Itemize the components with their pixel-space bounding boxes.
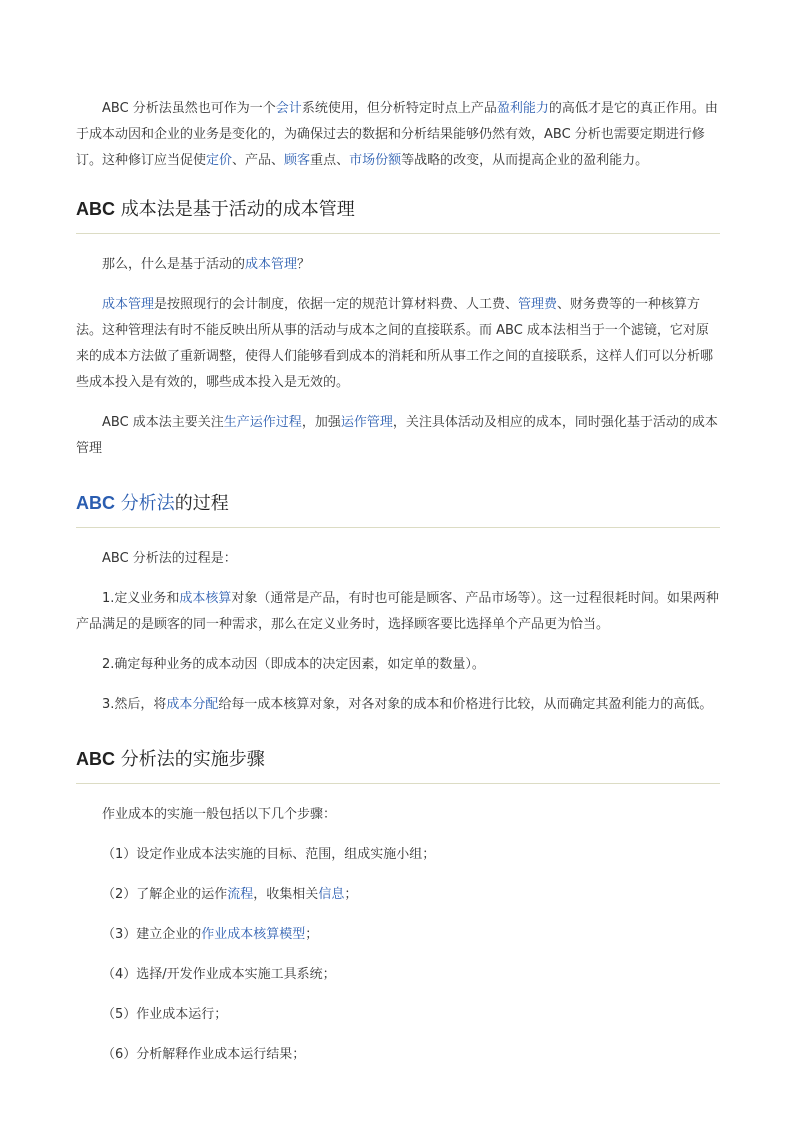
list-item-step-2 bbox=[76, 882, 720, 908]
link-customer[interactable]: 顾客 bbox=[284, 153, 311, 168]
link-market-share[interactable]: 市场份额 bbox=[349, 153, 402, 168]
link-analysis-method[interactable]: 分析法 bbox=[115, 493, 175, 514]
text: ； bbox=[305, 927, 319, 942]
list-item-step-6: （6）分析解释作业成本运行结果； bbox=[102, 1047, 306, 1062]
text: 、财务费等的一种核算方法。这种管理法有时不能反映出所从事的活动与成本之间的直接联系。而 ABC 成本法相当于一个滤镜，它对原来的成本方法做了重新调整，使得人们能够看到成本的消耗和所从事工作之间的直接联系，这样人们可以分析哪些成本投入是有效的，哪些成本投入是无效的。 bbox=[76, 297, 714, 390]
link-cost-management[interactable]: 成本管理 bbox=[245, 257, 298, 272]
link-cost-allocation[interactable]: 成本分配 bbox=[166, 697, 219, 712]
heading-abc: ABC bbox=[76, 199, 115, 219]
list-item-step-5: （5）作业成本运行； bbox=[102, 1007, 228, 1022]
link-production-process[interactable]: 生产运作过程 bbox=[223, 415, 302, 430]
text: 的高低才是它的真正作用。由于成本动因和企业的业务是变化的，为确保过去的数据和分析结果能够仍然有效，ABC 分析也需要定期进行修订。这种修订应当促使 bbox=[76, 101, 718, 168]
list-item-step-4: （4）选择/开发作业成本实施工具系统； bbox=[102, 967, 336, 982]
section-heading-activity-based-costing bbox=[76, 196, 720, 223]
link-accounting[interactable]: 会计 bbox=[275, 101, 302, 116]
paragraph bbox=[76, 292, 720, 396]
text: 系统使用，但分析特定时点上产品 bbox=[301, 101, 497, 116]
text: 1.定义业务和 bbox=[102, 591, 180, 606]
text: 对象（通常是产品，有时也可能是顾客、产品市场等）。这一过程很耗时间。如果两种产品满足的是顾客的同一种需求，那么在定义业务时，选择顾客要比选择单个产品更为恰当。 bbox=[76, 591, 719, 632]
paragraph bbox=[76, 692, 720, 718]
link-profitability[interactable]: 盈利能力 bbox=[496, 101, 549, 116]
article-body bbox=[76, 96, 720, 1082]
text: 给每一成本核算对象，对各对象的成本和价格进行比较，从而确定其盈利能力的高低。 bbox=[218, 697, 713, 712]
link-process[interactable]: 流程 bbox=[227, 887, 254, 902]
heading-text: 成本法是基于活动的成本管理 bbox=[115, 199, 355, 220]
section-divider bbox=[76, 233, 720, 234]
link-management-fee[interactable]: 管理费 bbox=[518, 297, 558, 312]
paragraph bbox=[76, 586, 720, 638]
link-activity-cost-model[interactable]: 作业成本核算模型 bbox=[201, 927, 306, 942]
heading-abc[interactable]: ABC bbox=[76, 493, 115, 513]
text: （3）建立企业的 bbox=[102, 927, 202, 942]
text: ； bbox=[344, 887, 358, 902]
text: ABC 成本法主要关注 bbox=[102, 415, 224, 430]
text: 重点、 bbox=[310, 153, 350, 168]
text: ，关注具体活动及相应的成本，同时强化基于活动的成本管理 bbox=[76, 415, 718, 456]
section-heading-abc-process bbox=[76, 490, 720, 517]
text: ？ bbox=[297, 257, 311, 272]
intro-paragraph bbox=[76, 96, 720, 174]
heading-text: 分析法的实施步骤 bbox=[115, 749, 265, 770]
section-divider bbox=[76, 783, 720, 784]
text: ，收集相关 bbox=[253, 887, 319, 902]
paragraph: 作业成本的实施一般包括以下几个步骤： bbox=[102, 807, 337, 822]
text: （2）了解企业的运作 bbox=[102, 887, 228, 902]
section-divider bbox=[76, 527, 720, 528]
text: 、产品、 bbox=[232, 153, 285, 168]
heading-text: 的过程 bbox=[174, 493, 229, 514]
paragraph bbox=[76, 252, 720, 278]
paragraph: ABC 分析法的过程是： bbox=[102, 551, 237, 566]
text: 等战略的改变，从而提高企业的盈利能力。 bbox=[401, 153, 649, 168]
text: 3.然后，将 bbox=[102, 697, 167, 712]
text: 那么，什么是基于活动的 bbox=[102, 257, 246, 272]
text: 是按照现行的会计制度，依据一定的规范计算材料费、人工费、 bbox=[154, 297, 519, 312]
link-information[interactable]: 信息 bbox=[318, 887, 345, 902]
link-pricing[interactable]: 定价 bbox=[206, 153, 233, 168]
paragraph: 2.确定每种业务的成本动因（即成本的决定因素，如定单的数量）。 bbox=[102, 657, 485, 672]
text: ，加强 bbox=[301, 415, 341, 430]
link-cost-accounting[interactable]: 成本核算 bbox=[179, 591, 232, 606]
paragraph bbox=[76, 410, 720, 462]
list-item-step-1: （1）设定作业成本法实施的目标、范围，组成实施小组； bbox=[102, 847, 436, 862]
link-cost-management[interactable]: 成本管理 bbox=[102, 297, 155, 312]
text: ABC 分析法虽然也可作为一个 bbox=[102, 101, 276, 116]
list-item-step-3 bbox=[76, 922, 720, 948]
link-operations-management[interactable]: 运作管理 bbox=[340, 415, 393, 430]
heading-abc: ABC bbox=[76, 749, 115, 769]
section-heading-implementation-steps bbox=[76, 746, 720, 773]
